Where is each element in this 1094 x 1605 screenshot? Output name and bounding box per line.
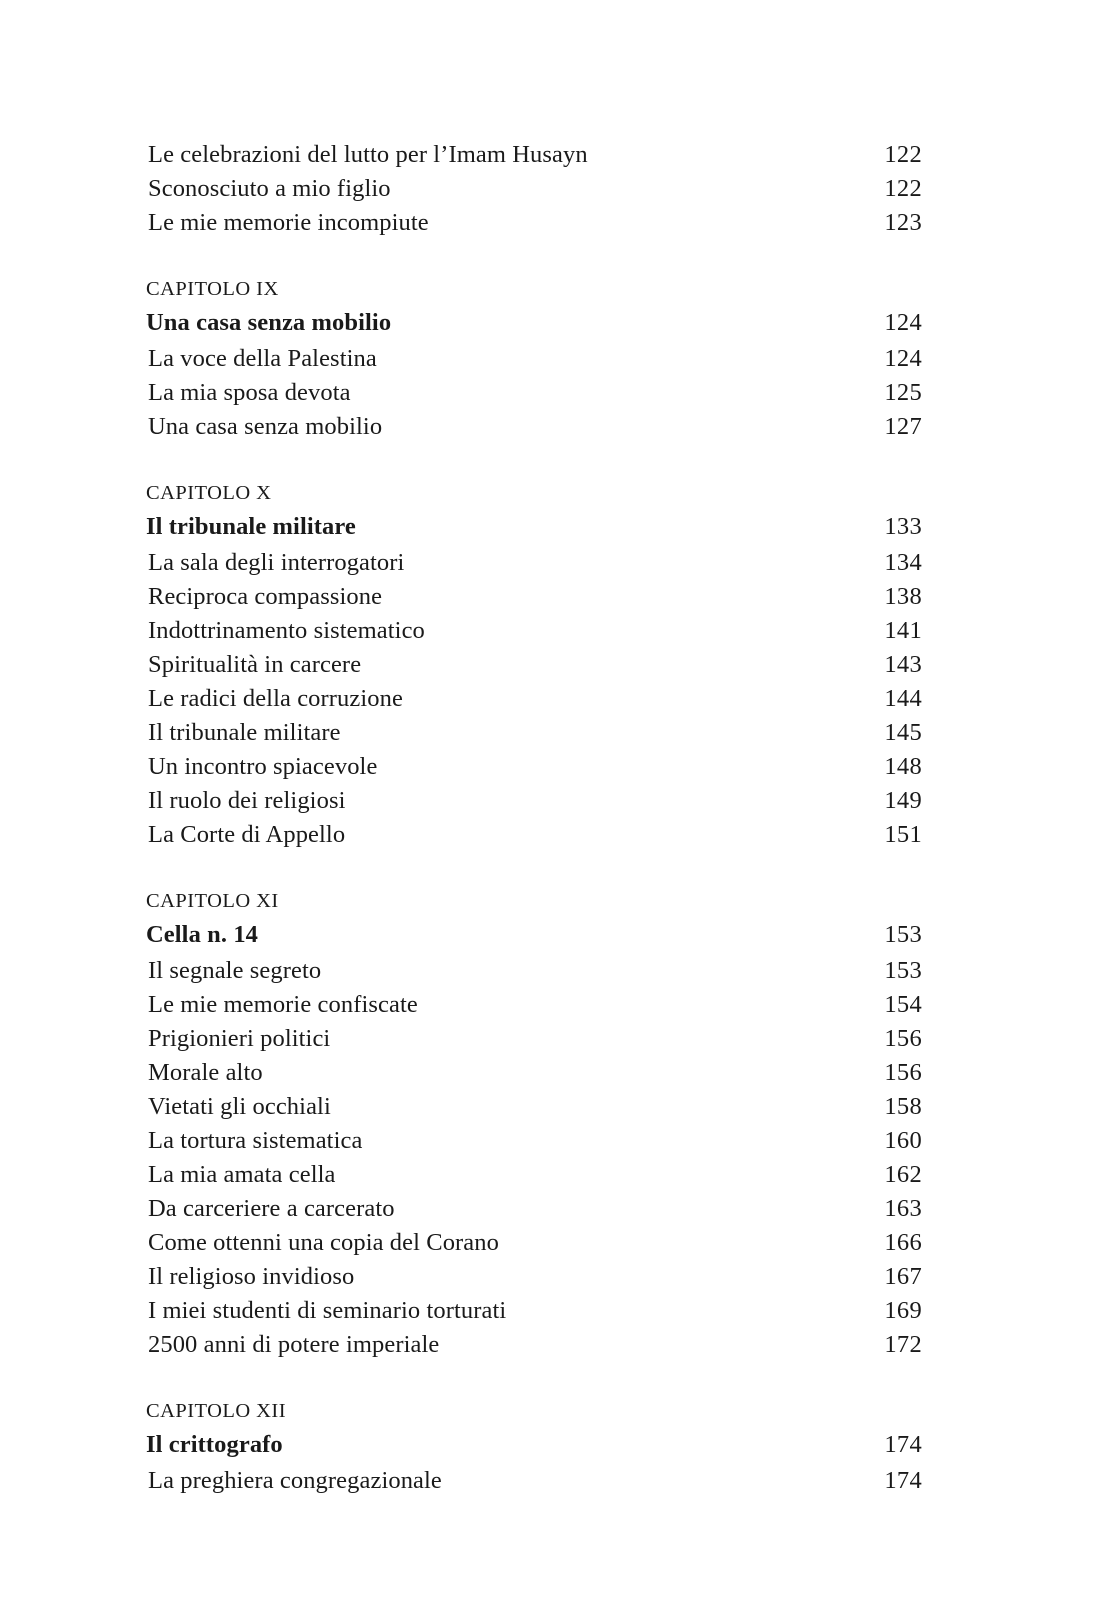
toc-entry[interactable]: [146, 1022, 922, 1056]
toc-entry-page: 123: [884, 209, 922, 236]
chapter-title-page: 133: [884, 513, 922, 540]
toc-chapter-block-xi: [146, 886, 922, 1362]
toc-chapter-title-row[interactable]: [146, 1426, 922, 1464]
toc-entry[interactable]: [146, 410, 922, 444]
table-of-contents: [146, 138, 922, 1498]
toc-entry-label: Il religioso invidioso: [148, 1263, 355, 1290]
chapter-label: CAPITOLO XI: [146, 890, 279, 912]
toc-entry-label: La mia sposa devota: [148, 379, 351, 406]
toc-entry-page: 127: [884, 413, 922, 440]
toc-entry-page: 144: [884, 685, 922, 712]
block-spacer: [146, 852, 922, 886]
chapter-title-page: 174: [884, 1431, 922, 1458]
chapter-title: Il crittografo: [146, 1431, 283, 1458]
toc-entry-label: Le mie memorie confiscate: [148, 991, 418, 1018]
chapter-title: Cella n. 14: [146, 921, 259, 948]
chapter-label: CAPITOLO IX: [146, 278, 279, 300]
toc-entry[interactable]: [146, 1294, 922, 1328]
toc-entry[interactable]: [146, 1260, 922, 1294]
toc-entry-label: Come ottenni una copia del Corano: [148, 1229, 499, 1256]
chapter-title-page: 153: [884, 921, 922, 948]
toc-entry-label: La voce della Palestina: [148, 345, 377, 372]
toc-entry-page: 143: [884, 651, 922, 678]
toc-entry[interactable]: [146, 1192, 922, 1226]
toc-entry-page: 134: [884, 549, 922, 576]
toc-entry-label: Da carceriere a carcerato: [148, 1195, 395, 1222]
toc-entry[interactable]: [146, 954, 922, 988]
toc-entry[interactable]: [146, 342, 922, 376]
block-spacer: [146, 240, 922, 274]
toc-entry-page: 163: [884, 1195, 922, 1222]
toc-entry-page: 174: [884, 1467, 922, 1494]
toc-entry-page: 166: [884, 1229, 922, 1256]
toc-entry-label: La preghiera congregazionale: [148, 1467, 442, 1494]
toc-chapter-block-xii: [146, 1396, 922, 1498]
toc-entry-page: 148: [884, 753, 922, 780]
toc-entry-page: 158: [884, 1093, 922, 1120]
toc-entry-label: La sala degli interrogatori: [148, 549, 405, 576]
chapter-title: Una casa senza mobilio: [146, 309, 392, 336]
block-spacer: [146, 444, 922, 478]
toc-entry-page: 125: [884, 379, 922, 406]
toc-entry[interactable]: [146, 546, 922, 580]
toc-entry[interactable]: [146, 818, 922, 852]
toc-entry-page: 124: [884, 345, 922, 372]
toc-entry-page: 141: [884, 617, 922, 644]
toc-entry[interactable]: [146, 648, 922, 682]
toc-entry-page: 149: [884, 787, 922, 814]
chapter-title-page: 124: [884, 309, 922, 336]
block-spacer: [146, 1362, 922, 1396]
chapter-label: CAPITOLO X: [146, 482, 272, 504]
toc-chapter-title-row[interactable]: [146, 304, 922, 342]
toc-entry-label: Prigionieri politici: [148, 1025, 331, 1052]
toc-entry-page: 172: [884, 1331, 922, 1358]
toc-entry[interactable]: [146, 172, 922, 206]
toc-entry-label: Una casa senza mobilio: [148, 413, 383, 440]
toc-entry-label: Sconosciuto a mio figlio: [148, 175, 391, 202]
toc-entry-label: La Corte di Appello: [148, 821, 346, 848]
toc-entry[interactable]: [146, 1328, 922, 1362]
toc-chapter-title-row[interactable]: [146, 508, 922, 546]
toc-entry-label: La mia amata cella: [148, 1161, 336, 1188]
toc-entry-page: 122: [884, 141, 922, 168]
toc-entry-label: I miei studenti di seminario torturati: [148, 1297, 507, 1324]
toc-block: [146, 138, 922, 240]
toc-entry-label: Vietati gli occhiali: [148, 1093, 331, 1120]
toc-entry[interactable]: [146, 988, 922, 1022]
toc-entry-label: 2500 anni di potere imperiale: [148, 1331, 440, 1358]
toc-entry[interactable]: [146, 784, 922, 818]
toc-entry[interactable]: [146, 1464, 922, 1498]
toc-entry[interactable]: [146, 206, 922, 240]
toc-entry[interactable]: [146, 1056, 922, 1090]
toc-entry-label: Un incontro spiacevole: [148, 753, 378, 780]
chapter-label: CAPITOLO XII: [146, 1400, 286, 1422]
toc-entry-page: 138: [884, 583, 922, 610]
toc-entry-label: Le celebrazioni del lutto per l’Imam Husayn: [148, 141, 588, 168]
toc-entry-label: Il ruolo dei religiosi: [148, 787, 346, 814]
toc-entry[interactable]: [146, 1090, 922, 1124]
toc-entry-label: Il tribunale militare: [148, 719, 341, 746]
toc-entry[interactable]: [146, 580, 922, 614]
toc-chapter-title-row[interactable]: [146, 916, 922, 954]
toc-entry-label: Reciproca compassione: [148, 583, 383, 610]
toc-entry-label: Spiritualità in carcere: [148, 651, 362, 678]
toc-chapter-block-ix: [146, 274, 922, 444]
toc-entry-page: 145: [884, 719, 922, 746]
toc-entry[interactable]: [146, 614, 922, 648]
toc-entry[interactable]: [146, 682, 922, 716]
toc-entry[interactable]: [146, 376, 922, 410]
toc-entry-label: Indottrinamento sistematico: [148, 617, 425, 644]
toc-entry[interactable]: [146, 1124, 922, 1158]
toc-entry[interactable]: [146, 716, 922, 750]
toc-entry-page: 151: [884, 821, 922, 848]
toc-entry-page: 153: [884, 957, 922, 984]
toc-entry-label: Le radici della corruzione: [148, 685, 403, 712]
toc-entry-page: 169: [884, 1297, 922, 1324]
toc-entry-page: 156: [884, 1059, 922, 1086]
toc-entry-page: 160: [884, 1127, 922, 1154]
toc-entry-page: 154: [884, 991, 922, 1018]
toc-entry-label: La tortura sistematica: [148, 1127, 363, 1154]
toc-entry-page: 156: [884, 1025, 922, 1052]
toc-entry-page: 122: [884, 175, 922, 202]
toc-entry[interactable]: [146, 1158, 922, 1192]
toc-entry-page: 162: [884, 1161, 922, 1188]
toc-entry-page: 167: [884, 1263, 922, 1290]
toc-chapter-block-x: [146, 478, 922, 852]
toc-entry-label: Il segnale segreto: [148, 957, 322, 984]
toc-entry[interactable]: [146, 750, 922, 784]
toc-entry[interactable]: [146, 138, 922, 172]
toc-entry-label: Morale alto: [148, 1059, 263, 1086]
toc-entry[interactable]: [146, 1226, 922, 1260]
toc-entry-label: Le mie memorie incompiute: [148, 209, 429, 236]
chapter-title: Il tribunale militare: [146, 513, 356, 540]
